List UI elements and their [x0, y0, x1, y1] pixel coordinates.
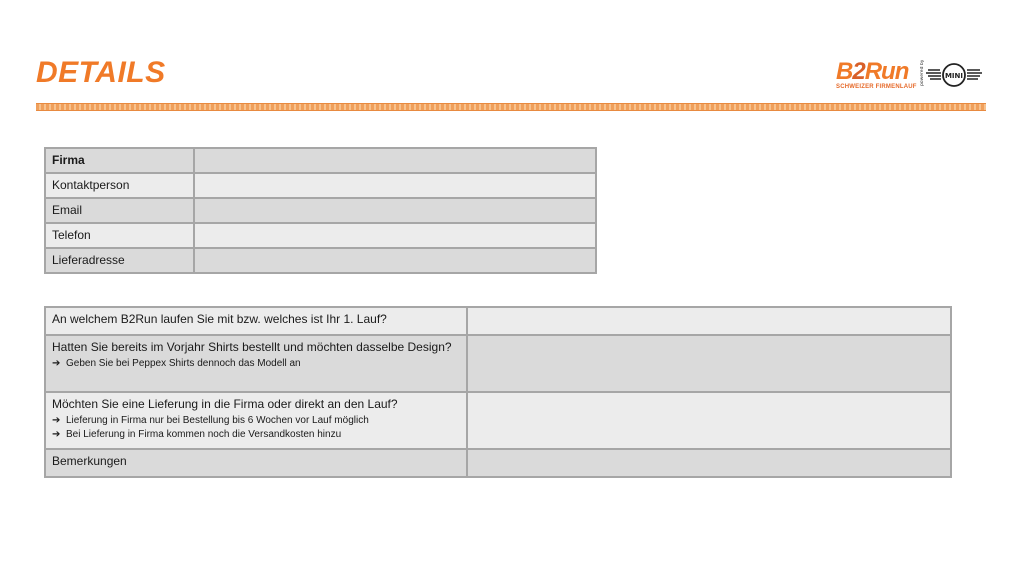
table-row — [45, 307, 951, 335]
table-row — [45, 392, 951, 449]
bemerkungen-field[interactable] — [467, 449, 951, 477]
question-label — [45, 307, 467, 335]
arrow-right-icon: ➔ — [52, 358, 61, 369]
arrow-right-icon: ➔ — [52, 415, 61, 426]
firma-field[interactable] — [194, 148, 596, 173]
table-row — [45, 198, 596, 223]
question-label — [45, 335, 467, 392]
logo-subtitle: SCHWEIZER FIRMENLAUF — [836, 84, 917, 90]
field-label: Kontaktperson — [45, 173, 194, 198]
table-row — [45, 248, 596, 273]
b2run-lauf-field[interactable] — [467, 307, 951, 335]
note: ➔ Lieferung in Firma nur bei Bestellung bis 6 Wochen vor Lauf möglich — [52, 413, 460, 429]
question-text: Bemerkungen — [52, 454, 127, 468]
field-label: Lieferadresse — [45, 248, 194, 273]
page-title: DETAILS — [36, 56, 166, 89]
table-row — [45, 173, 596, 198]
b2run-logo — [832, 58, 988, 96]
lieferung-field[interactable] — [467, 392, 951, 449]
b2run-wordmark: B2Run — [836, 58, 909, 85]
table-row — [45, 148, 596, 173]
field-label: Telefon — [45, 223, 194, 248]
questions-table — [44, 306, 952, 478]
field-label: Firma — [45, 148, 194, 173]
question-label — [45, 449, 467, 477]
note: ➔ Bei Lieferung in Firma kommen noch die Versandkosten hinzu — [52, 427, 460, 443]
kontaktperson-field[interactable] — [194, 173, 596, 198]
note: ➔ Geben Sie bei Peppex Shirts dennoch das Modell an — [52, 356, 460, 372]
table-row — [45, 335, 951, 392]
header-divider — [36, 103, 986, 111]
table-row — [45, 449, 951, 477]
vorjahr-design-field[interactable] — [467, 335, 951, 392]
field-label: Email — [45, 198, 194, 223]
email-field[interactable] — [194, 198, 596, 223]
telefon-field[interactable] — [194, 223, 596, 248]
mini-wordmark: MINI — [944, 72, 964, 80]
powered-by-text: powered by — [920, 60, 925, 86]
arrow-right-icon: ➔ — [52, 429, 61, 440]
question-text: An welchem B2Run laufen Sie mit bzw. welches ist Ihr 1. Lauf? — [52, 312, 387, 326]
question-text: Hatten Sie bereits im Vorjahr Shirts bestellt und möchten dasselbe Design? — [52, 340, 452, 354]
question-label — [45, 392, 467, 449]
lieferadresse-field[interactable] — [194, 248, 596, 273]
question-text: Möchten Sie eine Lieferung in die Firma oder direkt an den Lauf? — [52, 397, 398, 411]
contact-details-table — [44, 147, 597, 274]
table-row — [45, 223, 596, 248]
mini-logo-icon — [920, 60, 988, 92]
